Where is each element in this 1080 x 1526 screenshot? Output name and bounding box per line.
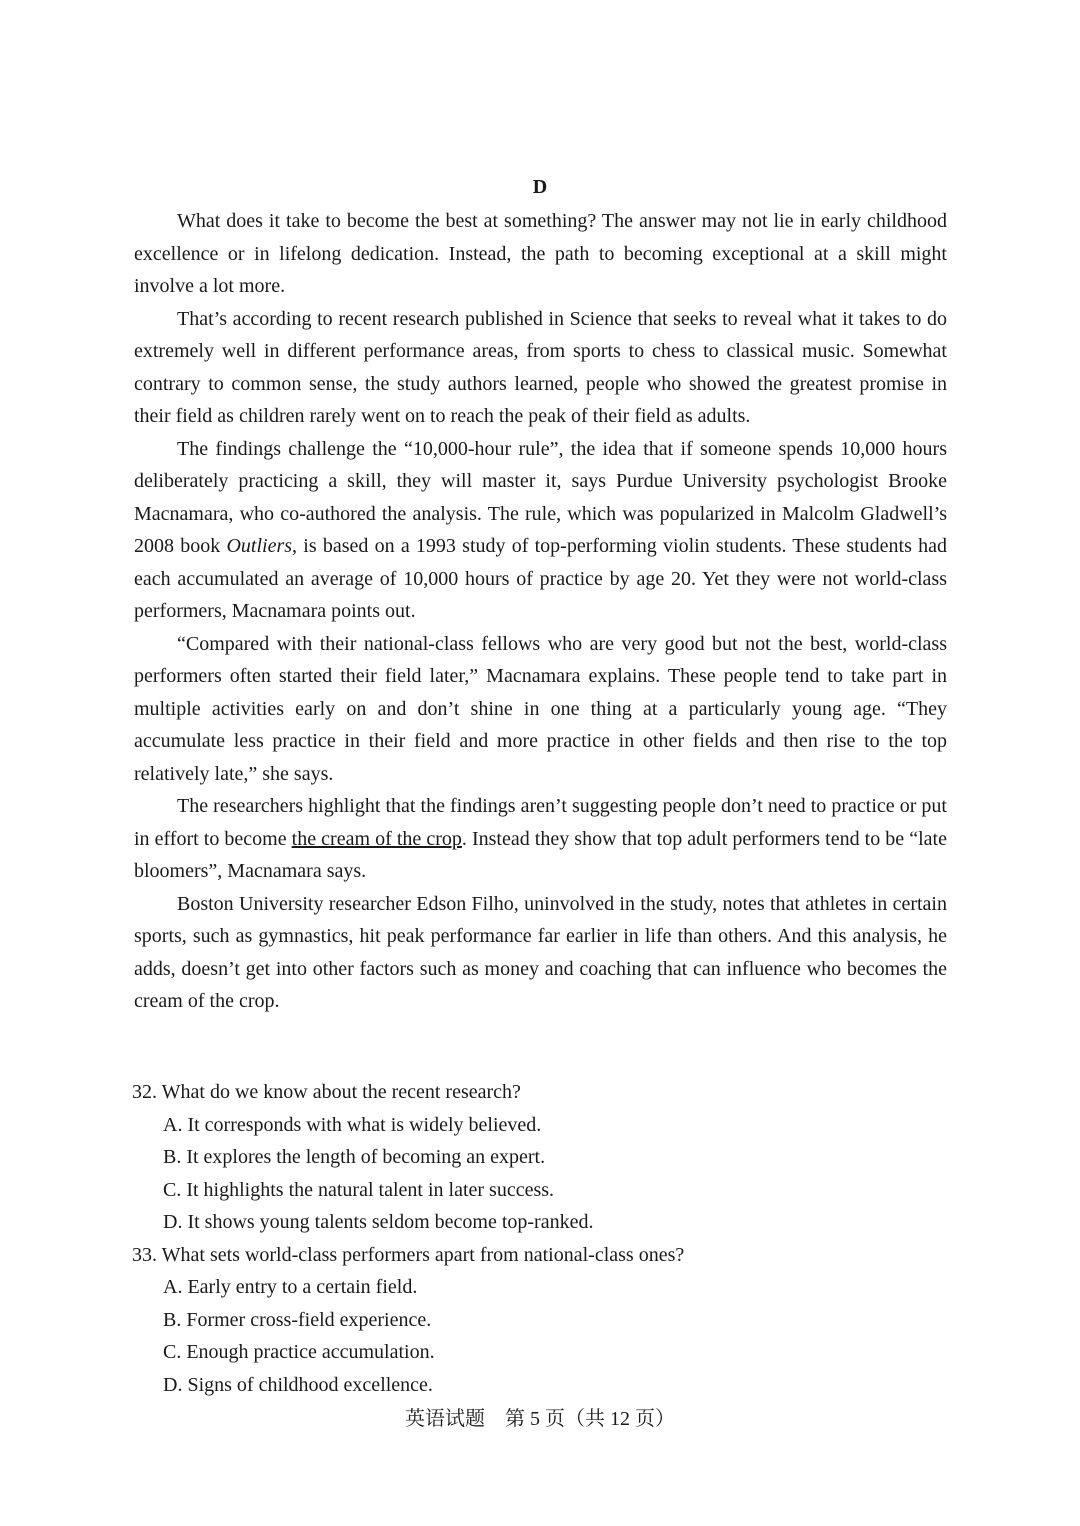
page-footer: 英语试题 第 5 页（共 12 页） <box>405 1408 675 1430</box>
question-stem: 32. What do we know about the recent research? <box>132 1081 521 1103</box>
paragraph-text: The findings challenge the “10,000-hour rule”, the idea that if someone spends 10,000 hours deliberately practicing a skill, they will master it, says Purdue University psychologist Brooke Macnamara, who co-authored the analysis. The rule, which was popularized in Malcolm Gladwell’s 2008 book <box>134 437 947 557</box>
paragraph-text: , is based on a 1993 study of top-performing violin students. These students had each accumulated an average of 10,000 hours of practice by age 20. Yet they were not world-class performers, Macnamara points out. <box>134 535 948 622</box>
option-a: A. Early entry to a certain field. <box>163 1276 418 1298</box>
question-stem: 33. What sets world-class performers apart from national-class ones? <box>132 1243 685 1266</box>
passage-paragraph-1: What does it take to become the best at something? The answer may not lie in early childhood excellence or in lifelong dedication. Instead, the path to becoming exceptional at a skill might involve a lot more. <box>134 210 947 297</box>
option-c: C. It highlights the natural talent in later success. <box>163 1178 555 1201</box>
paragraph-text: The researchers highlight that the findings aren’t suggesting people don’t need to practice or put in effort to become <box>134 795 947 850</box>
book-title: Outliers <box>226 535 293 557</box>
option-d: D. Signs of childhood excellence. <box>163 1373 433 1396</box>
paragraph-text: . Instead they show that top adult performers tend to be “late bloomers”, Macnamara says. <box>134 827 947 882</box>
option-c: C. Enough practice accumulation. <box>163 1341 435 1363</box>
question-32 <box>132 1076 947 1239</box>
option-d: D. It shows young talents seldom become top-ranked. <box>163 1211 594 1233</box>
passage-paragraph-2: That’s according to recent research published in Science that seeks to reveal what it takes to do extremely well in different performance areas, from sports to chess to classical music. Somewhat contrary to common sense, the study authors learned, people who showed the greatest promise in their field as children rarely went on to reach the peak of their field as adults. <box>134 307 947 427</box>
underlined-phrase: the cream of the crop <box>291 827 462 850</box>
option-b: B. Former cross-field experience. <box>163 1308 432 1331</box>
passage-paragraph-4: “Compared with their national-class fellows who are very good but not the best, world-class performers often started their field later,” Macnamara explains. These people tend to take part in multiple activities early on and don’t shine in one thing at a particularly young age. “They accumulate less practice in their field and more practice in other fields and then rise to the top relatively late,” she says. <box>134 632 947 785</box>
passage-paragraph-5 <box>134 790 947 888</box>
question-list <box>132 1076 947 1401</box>
question-33 <box>132 1239 947 1402</box>
section-heading: D <box>532 176 548 198</box>
option-a: A. It corresponds with what is widely believed. <box>163 1113 542 1136</box>
passage-paragraph-6: Boston University researcher Edson Filho, uninvolved in the study, notes that athletes in certain sports, such as gymnastics, hit peak performance far earlier in life than others. And this analysis, he adds, doesn’t get into other factors such as money and coaching that can influence who becomes the cream of the crop. <box>134 892 947 1012</box>
option-b: B. It explores the length of becoming an expert. <box>163 1146 546 1168</box>
passage-paragraph-3 <box>134 433 947 628</box>
reading-passage <box>134 205 947 1018</box>
